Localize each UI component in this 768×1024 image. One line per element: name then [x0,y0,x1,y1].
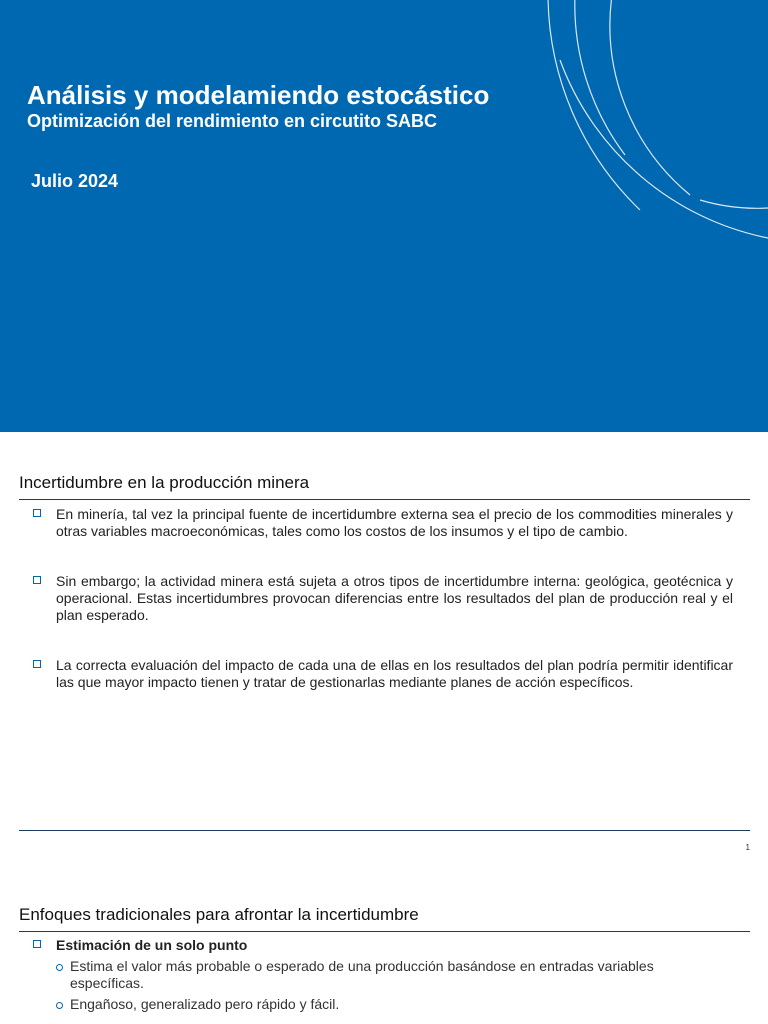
slide-heading: Incertidumbre en la producción minera [19,473,310,492]
bullet-text: Sin embargo; la actividad minera está sujeta a otros tipos de incertidumbre interna: geológica, geotécnica y operacional. Estas incertidumbres provocan diferencias entre los resultados del plan de producción real y el plan esperado. [56,573,733,623]
slide-traditional-approaches [0,864,768,1024]
cover-slide [0,0,768,432]
sub-bullet-list [56,958,716,1013]
slide-uncertainty [0,432,768,864]
square-bullet-icon [33,660,41,668]
square-bullet-icon [33,509,41,517]
square-bullet-icon [33,940,41,948]
circle-bullet-icon [56,964,63,971]
sub-bullet-text: Engañoso, generalizado pero rápido y fácil. [70,996,340,1012]
list-item [33,506,733,540]
bullet-text: Estimación de un solo punto [56,937,248,953]
page-number: 1 [745,843,750,852]
list-item [56,996,716,1013]
cover-title: Análisis y modelamiendo estocástico [27,80,490,110]
list-item [33,937,733,954]
list-item [33,657,733,691]
footer-divider [19,830,750,831]
cover-subtitle: Optimización del rendimiento en circutito SABC [27,111,438,131]
decorative-arcs-icon [0,0,768,432]
bullet-text: En minería, tal vez la principal fuente de incertidumbre externa sea el precio de los commodities minerales y otras variables macroeconómicas, tales como los costos de los insumos y el tipo de cambio. [56,506,733,539]
bullet-list [33,506,733,691]
heading-divider [19,931,750,932]
list-item [33,573,733,624]
bullet-list [33,937,733,1013]
slide-heading: Enfoques tradicionales para afrontar la incertidumbre [19,905,419,924]
square-bullet-icon [33,576,41,584]
cover-date: Julio 2024 [31,171,119,191]
bullet-text: La correcta evaluación del impacto de cada una de ellas en los resultados del plan podría permitir identificar las que mayor impacto tienen y tratar de gestionarlas mediante planes de acción específicos. [56,657,733,690]
list-item [56,958,716,992]
sub-bullet-text: Estima el valor más probable o esperado de una producción basándose en entradas variables específicas. [70,958,654,991]
heading-divider [19,499,750,500]
circle-bullet-icon [56,1002,63,1009]
